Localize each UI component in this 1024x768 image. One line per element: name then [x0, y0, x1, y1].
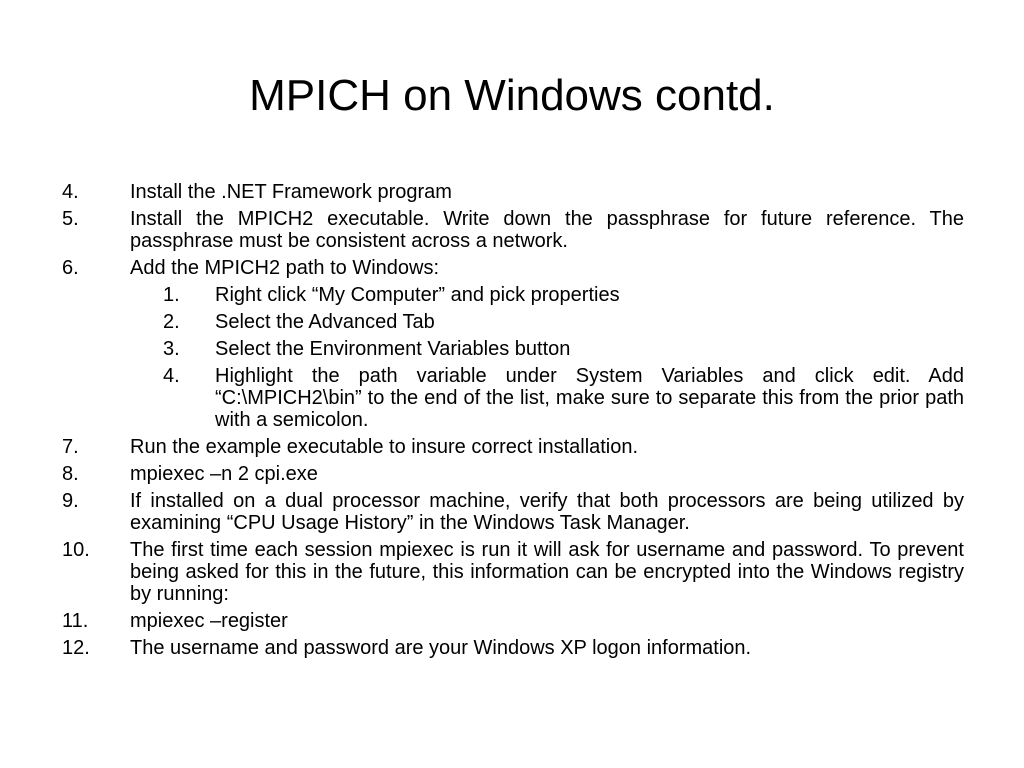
item-text: If installed on a dual processor machine, verify that both processors are being utilized by examining “CPU Usage History” in the Windows Task Manager.	[130, 490, 964, 534]
item-text: mpiexec –register	[130, 610, 288, 632]
item-number: 5.	[62, 208, 79, 230]
list-item	[62, 463, 964, 485]
sub-item-number: 3.	[163, 338, 180, 360]
list-item	[62, 637, 964, 659]
sub-item-number: 1.	[163, 284, 180, 306]
sub-item-number: 4.	[163, 365, 180, 387]
sub-item-text: Select the Environment Variables button	[215, 338, 571, 360]
sub-item-text: Select the Advanced Tab	[215, 311, 435, 333]
item-text: Add the MPICH2 path to Windows:	[130, 257, 440, 279]
item-text: Install the MPICH2 executable. Write down the passphrase for future reference. The passphrase must be consistent across a network.	[130, 208, 964, 252]
list-item	[62, 208, 964, 252]
item-number: 8.	[62, 463, 79, 485]
sub-list-item	[163, 338, 964, 360]
item-text: Install the .NET Framework program	[130, 181, 452, 203]
sub-list-item	[163, 365, 964, 431]
list-item	[62, 610, 964, 632]
item-text: Run the example executable to insure correct installation.	[130, 436, 639, 458]
list-item	[62, 490, 964, 534]
item-number: 12.	[62, 637, 90, 659]
item-text: The first time each session mpiexec is run it will ask for username and password. To prevent being asked for this in the future, this information can be encrypted into the Windows registry by running:	[130, 539, 964, 605]
item-number: 7.	[62, 436, 79, 458]
slide-title: MPICH on Windows contd.	[249, 71, 775, 120]
sub-item-number: 2.	[163, 311, 180, 333]
item-number: 6.	[62, 257, 79, 279]
item-number: 11.	[62, 610, 89, 632]
steps-list	[62, 181, 964, 664]
list-item	[62, 181, 964, 203]
item-text: The username and password are your Windows XP logon information.	[130, 637, 752, 659]
sub-list-item	[163, 284, 964, 306]
sub-list-item	[163, 311, 964, 333]
item-text: mpiexec –n 2 cpi.exe	[130, 463, 318, 485]
item-number: 10.	[62, 539, 90, 561]
list-item	[62, 436, 964, 458]
list-item	[62, 539, 964, 605]
item-number: 9.	[62, 490, 79, 512]
sub-item-text: Right click “My Computer” and pick properties	[215, 284, 620, 306]
list-item	[62, 257, 964, 279]
item-number: 4.	[62, 181, 79, 203]
sub-item-text: Highlight the path variable under System Variables and click edit. Add “C:\MPICH2\bin” to the end of the list, make sure to separate this from the prior path with a semicolon.	[215, 365, 964, 431]
